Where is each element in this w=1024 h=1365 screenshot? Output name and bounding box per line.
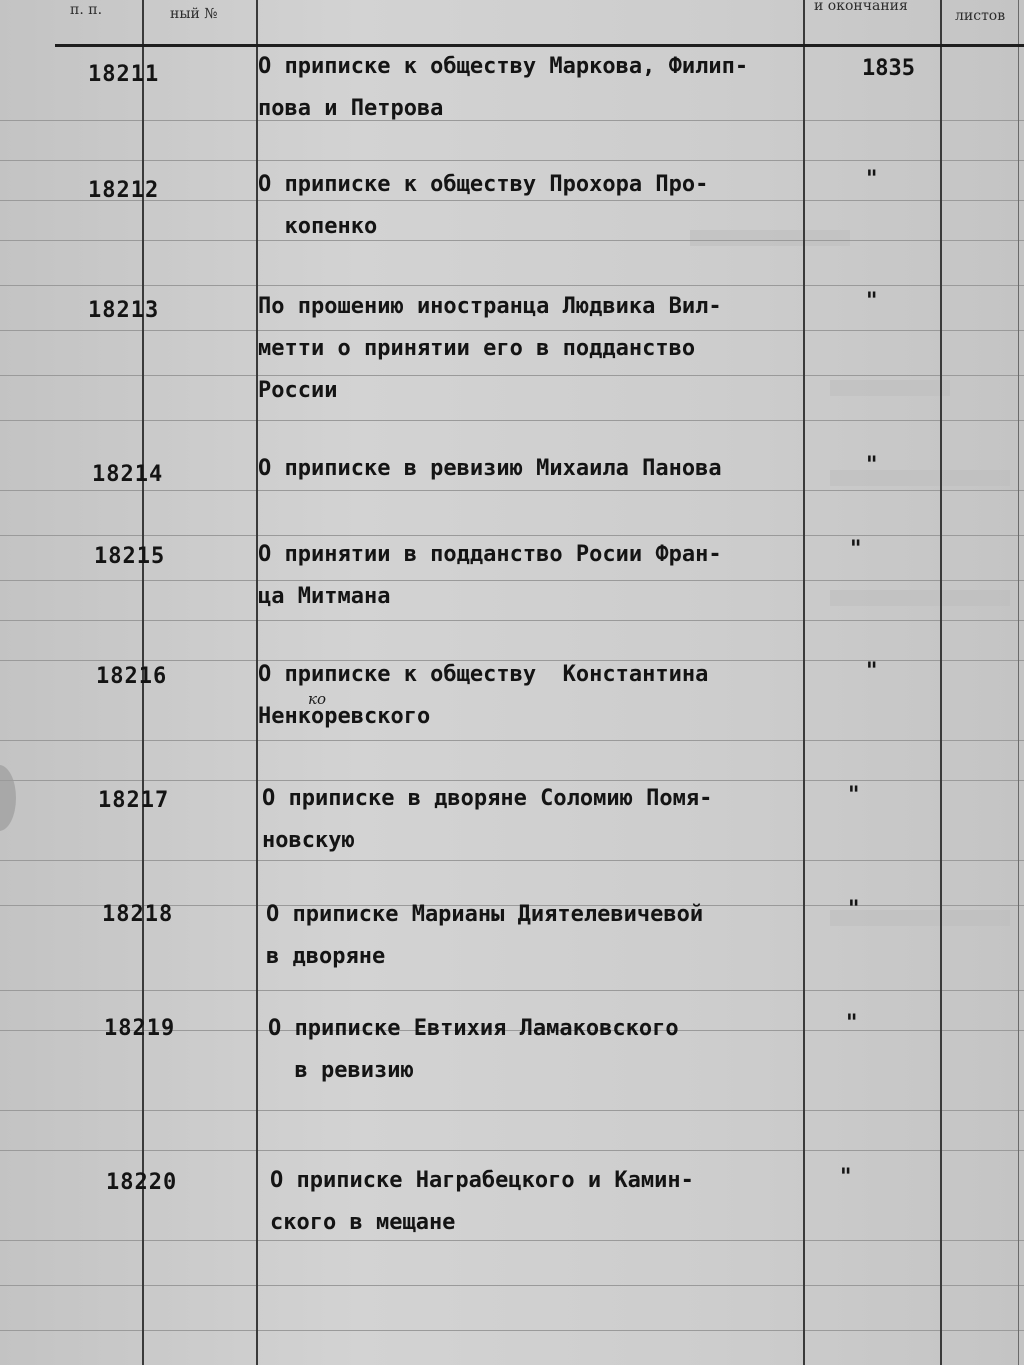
header-col-sheets: листов (955, 8, 1006, 24)
header-col-inventory: ный № (170, 6, 218, 22)
row-description: О приписке к обществу Прохора Про- копенко (258, 172, 709, 239)
row-number: 18220 (106, 1170, 178, 1195)
row-year-ditto: " (866, 658, 878, 684)
row-year-ditto: " (848, 782, 860, 808)
row-year-ditto: " (850, 536, 862, 562)
bleed-through-mark (830, 470, 1010, 486)
row-description: О приписке Награбецкого и Камин- ского в мещане (270, 1168, 694, 1235)
row-number: 18217 (98, 788, 170, 813)
row-number: 18218 (102, 902, 174, 927)
column-rule (940, 0, 942, 1365)
row-description: О приписке к обществу Константина Ненкоревского (258, 662, 709, 729)
row-description: О приписке в дворяне Соломию Помя- новскую (262, 786, 713, 853)
row-year-ditto: " (848, 896, 860, 922)
row-year-ditto: " (840, 1164, 852, 1190)
row-number: 18214 (92, 462, 164, 487)
row-description: О принятии в подданство Росии Фран- ца Митмана (258, 542, 722, 609)
header-col-dates: и окончания (814, 0, 908, 14)
handwritten-correction: ко (308, 690, 326, 708)
bleed-through-mark (690, 230, 850, 246)
row-year-ditto: " (866, 166, 878, 192)
row-description: По прошению иностранца Людвика Вил- метти о принятии его в подданство России (258, 294, 722, 403)
row-number: 18211 (88, 62, 160, 87)
binding-stain (0, 765, 16, 831)
row-year-ditto: " (846, 1010, 858, 1036)
row-description: О приписке к обществу Маркова, Филип- пова и Петрова (258, 54, 749, 121)
row-number: 18213 (88, 298, 160, 323)
row-description: О приписке Евтихия Ламаковского в ревизию (268, 1016, 679, 1083)
row-description: О приписке Марианы Диятелевичевой в дворяне (266, 902, 704, 969)
row-year-ditto: " (866, 452, 878, 478)
row-year-ditto: " (866, 288, 878, 314)
row-number: 18219 (104, 1016, 176, 1041)
column-rule (1018, 0, 1019, 1365)
column-rule (803, 0, 805, 1365)
row-number: 18215 (94, 544, 166, 569)
row-number: 18216 (96, 664, 168, 689)
bleed-through-mark (830, 590, 1010, 606)
header-col-no: п. п. (70, 2, 103, 18)
bleed-through-mark (830, 380, 950, 396)
row-number: 18212 (88, 178, 160, 203)
row-year: 1835 (862, 56, 915, 81)
row-description: О приписке в ревизию Михаила Панова (258, 456, 722, 481)
